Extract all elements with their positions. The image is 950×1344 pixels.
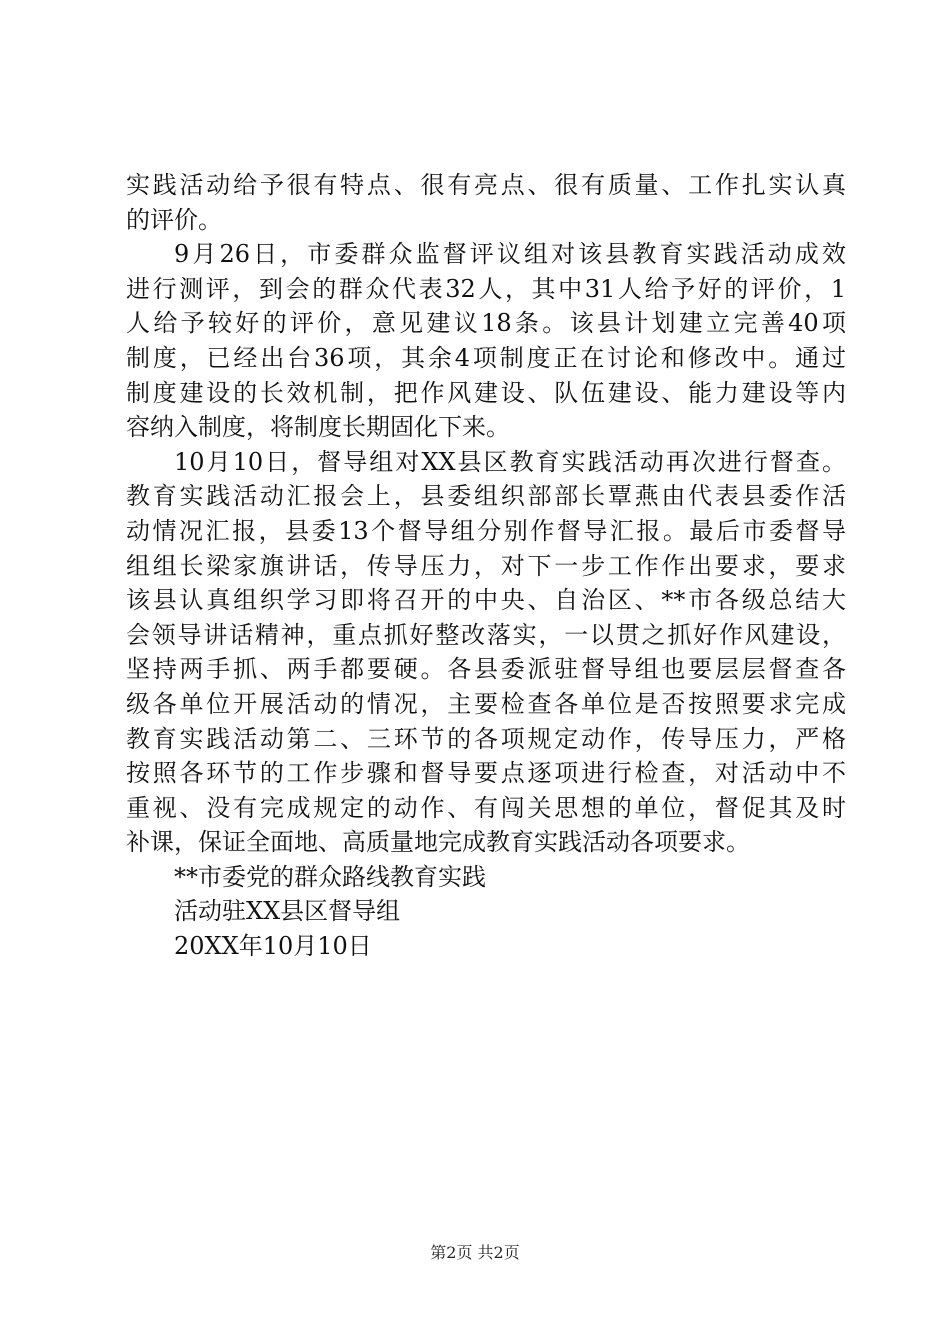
signature-date: 20XX年10月10日 — [174, 932, 372, 961]
text-line: 级各单位开展活动的情况，主要检查各单位是否按照要求完成 — [126, 689, 846, 718]
paragraph-2 — [126, 237, 846, 445]
text-line: 9月26日，市委群众监督评议组对该县教育实践活动成效 — [174, 240, 846, 269]
text-line: 人给予较好的评价，意见建议18条。该县计划建立完善40项 — [126, 309, 846, 338]
text-line: 的评价。 — [126, 205, 222, 234]
text-line: 实践活动给予很有特点、很有亮点、很有质量、工作扎实认真 — [126, 171, 846, 199]
text-line: 容纳入制度，将制度长期固化下来。 — [126, 413, 510, 442]
text-line: 动情况汇报，县委13个督导组分别作督导汇报。最后市委督导 — [126, 516, 846, 545]
text-line: 制度，已经出台36项，其余4项制度正在讨论和修改中。通过 — [126, 343, 846, 372]
text-line: 教育实践活动汇报会上，县委组织部部长覃燕由代表县委作活 — [126, 482, 846, 511]
text-line: 组组长梁家旗讲话，传导压力，对下一步工作作出要求，要求 — [126, 551, 846, 580]
text-line: 制度建设的长效机制，把作风建设、队伍建设、能力建设等内 — [126, 378, 846, 407]
text-line: 会领导讲话精神，重点抓好整改落实，一以贯之抓好作风建设， — [126, 620, 846, 649]
text-line: 补课，保证全面地、高质量地完成教育实践活动各项要求。 — [126, 828, 750, 857]
text-line: 该县认真组织学习即将召开的中央、自治区、**市各级总结大 — [126, 586, 846, 615]
document-body — [126, 168, 846, 964]
text-line: 重视、没有完成规定的动作、有闯关思想的单位，督促其及时 — [126, 793, 846, 822]
page-number-footer: 第2页 共2页 — [430, 1243, 520, 1262]
text-line: 教育实践活动第二、三环节的各项规定动作，传导压力，严格 — [126, 724, 846, 753]
text-line: 坚持两手抓、两手都要硬。各县委派驻督导组也要层层督查各 — [126, 655, 846, 684]
text-line: 按照各环节的工作步骤和督导要点逐项进行检查，对活动中不 — [126, 759, 846, 788]
signature-org-line-1: **市委党的群众路线教育实践 — [174, 862, 486, 891]
paragraph-1 — [126, 168, 846, 237]
paragraph-3 — [126, 445, 846, 860]
text-line: 进行测评，到会的群众代表32人，其中31人给予好的评价，1 — [126, 274, 846, 303]
signature-org-line-2: 活动驻XX县区督导组 — [174, 897, 401, 926]
text-line: 10月10日，督导组对XX县区教育实践活动再次进行督查。 — [174, 447, 846, 476]
